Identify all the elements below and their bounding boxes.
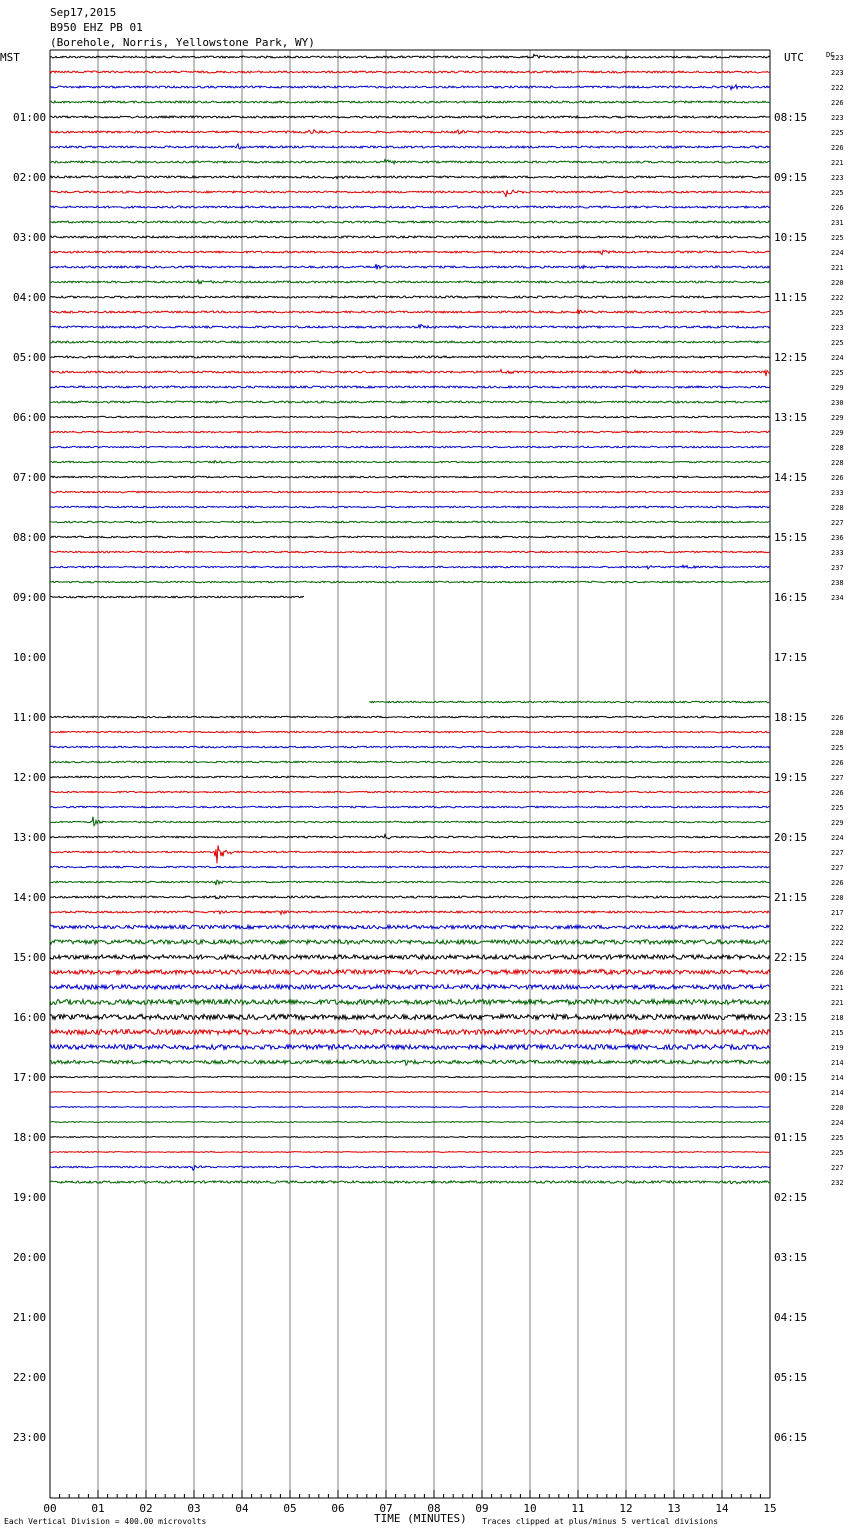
- mst-hour-label: 04:00: [13, 291, 47, 304]
- seismic-trace: [50, 835, 770, 839]
- seismic-trace: [50, 85, 770, 90]
- dc-offset-label: 233: [831, 549, 844, 557]
- dc-offset-label: 217: [831, 909, 844, 917]
- seismic-trace: [50, 1029, 770, 1034]
- seismic-trace: [50, 866, 770, 868]
- seismic-trace: [50, 1076, 770, 1077]
- x-tick-label: 07: [379, 1502, 393, 1515]
- seismic-trace: [50, 250, 770, 254]
- dc-offset-label: 223: [831, 174, 844, 182]
- seismic-trace: [50, 1122, 770, 1123]
- seismic-trace: [50, 1166, 770, 1171]
- utc-hour-label: 16:15: [774, 591, 808, 604]
- chart-date: Sep17,2015: [50, 6, 117, 19]
- mst-hour-label: 19:00: [13, 1191, 47, 1204]
- dc-offset-label: 236: [831, 534, 844, 542]
- dc-offset-label: 221: [831, 159, 844, 167]
- utc-hour-labels: [774, 111, 807, 1444]
- dc-offset-label: 226: [831, 144, 844, 152]
- seismic-trace: [50, 101, 770, 103]
- utc-hour-label: 20:15: [774, 831, 808, 844]
- dc-offset-label: 225: [831, 744, 844, 752]
- dc-offset-label: 221: [831, 999, 844, 1007]
- mst-hour-label: 11:00: [13, 711, 47, 724]
- utc-hour-label: 01:15: [774, 1131, 808, 1144]
- dc-offset-label: 228: [831, 444, 844, 452]
- utc-hour-label: 18:15: [774, 711, 808, 724]
- x-axis-title: TIME (MINUTES): [374, 1512, 467, 1525]
- x-tick-label: 02: [139, 1502, 153, 1515]
- clip-note: Traces clipped at plus/minus 5 vertical divisions: [482, 1517, 719, 1526]
- utc-hour-label: 08:15: [774, 111, 808, 124]
- mst-hour-label: 07:00: [13, 471, 47, 484]
- utc-hour-label: 06:15: [774, 1431, 808, 1444]
- x-tick-label: 12: [619, 1502, 633, 1515]
- seismic-trace: [50, 1014, 770, 1019]
- dc-offset-label: 220: [831, 279, 844, 287]
- dc-offset-label: 223: [831, 69, 844, 77]
- mst-hour-label: 10:00: [13, 651, 47, 664]
- seismic-trace: [50, 476, 770, 478]
- x-tick-label: 11: [571, 1502, 585, 1515]
- seismic-trace: [50, 309, 770, 314]
- utc-hour-label: 12:15: [774, 351, 808, 364]
- seismic-trace: [50, 746, 770, 748]
- dc-offset-label: 229: [831, 429, 844, 437]
- dc-offset-label: 223: [831, 54, 844, 62]
- dc-offset-label: 225: [831, 234, 844, 242]
- x-tick-label: 15: [763, 1502, 777, 1515]
- seismic-trace: [50, 221, 770, 223]
- seismic-trace: [50, 1045, 770, 1050]
- seismic-trace: [50, 791, 770, 793]
- seismic-trace: [50, 491, 770, 493]
- seismic-trace: [50, 817, 770, 826]
- dc-offset-label: 227: [831, 519, 844, 527]
- seismic-trace: [50, 565, 770, 569]
- utc-hour-label: 15:15: [774, 531, 808, 544]
- seismic-trace: [50, 116, 770, 118]
- utc-hour-label: 04:15: [774, 1311, 808, 1324]
- mst-hour-label: 14:00: [13, 891, 47, 904]
- dc-offset-label: 224: [831, 1119, 844, 1127]
- seismic-trace: [50, 911, 770, 915]
- dc-offset-label: 226: [831, 879, 844, 887]
- dc-offset-label: 225: [831, 129, 844, 137]
- seismic-trace: [369, 701, 769, 703]
- seismic-trace: [50, 880, 770, 885]
- seismic-trace: [50, 416, 770, 418]
- seismic-trace: [50, 1107, 770, 1108]
- dc-offset-label: 221: [831, 984, 844, 992]
- utc-hour-label: 14:15: [774, 471, 808, 484]
- mst-hour-label: 09:00: [13, 591, 47, 604]
- seismic-trace: [50, 130, 770, 134]
- seismic-trace: [50, 551, 770, 553]
- x-tick-label: 10: [523, 1502, 537, 1515]
- mst-hour-label: 05:00: [13, 351, 47, 364]
- dc-offset-label: 222: [831, 84, 844, 92]
- seismic-trace: [50, 160, 770, 164]
- dc-offset-label: 226: [831, 99, 844, 107]
- dc-offset-label: 234: [831, 594, 844, 602]
- right-axis-title: UTC: [784, 51, 804, 64]
- dc-offset-label: 222: [831, 924, 844, 932]
- seismic-trace: [50, 401, 770, 403]
- dc-offset-label: 224: [831, 354, 844, 362]
- dc-offset-label: 219: [831, 1044, 844, 1052]
- mst-hour-label: 01:00: [13, 111, 47, 124]
- dc-offset-label: 225: [831, 309, 844, 317]
- seismic-trace: [50, 506, 770, 508]
- dc-offset-labels: [831, 54, 844, 1187]
- x-tick-label: 03: [187, 1502, 201, 1515]
- dc-offset-label: 226: [831, 474, 844, 482]
- mst-hour-label: 03:00: [13, 231, 47, 244]
- seismic-trace: [50, 731, 770, 733]
- utc-hour-label: 17:15: [774, 651, 808, 664]
- seismic-trace: [50, 341, 770, 343]
- dc-offset-label: 231: [831, 219, 844, 227]
- dc-offset-label: 225: [831, 1149, 844, 1157]
- seismic-trace: [50, 446, 770, 448]
- dc-offset-label: 223: [831, 324, 844, 332]
- seismic-trace: [50, 1152, 770, 1153]
- seismic-trace: [50, 386, 770, 388]
- seismic-trace: [50, 581, 770, 583]
- dc-offset-label: 225: [831, 189, 844, 197]
- seismic-trace: [50, 176, 770, 179]
- dc-offset-label: 225: [831, 339, 844, 347]
- seismic-trace: [50, 54, 770, 58]
- mst-hour-label: 23:00: [13, 1431, 47, 1444]
- dc-offset-label: 226: [831, 969, 844, 977]
- seismic-trace: [50, 1137, 770, 1138]
- x-tick-label: 01: [91, 1502, 105, 1515]
- dc-offset-label: 230: [831, 399, 844, 407]
- dc-offset-label: 224: [831, 249, 844, 257]
- station-code: B950 EHZ PB 01: [50, 21, 143, 34]
- mst-hour-label: 20:00: [13, 1251, 47, 1264]
- seismic-trace: [50, 776, 770, 778]
- dc-offset-label: 220: [831, 1104, 844, 1112]
- dc-offset-label: 229: [831, 414, 844, 422]
- dc-offset-label: 237: [831, 564, 844, 572]
- seismic-trace: [50, 144, 770, 149]
- seismic-trace: [50, 521, 770, 523]
- mst-hour-label: 22:00: [13, 1371, 47, 1384]
- dc-offset-label: 218: [831, 1014, 844, 1022]
- dc-offset-label: 226: [831, 204, 844, 212]
- seismic-trace: [50, 431, 770, 433]
- seismic-trace: [50, 716, 770, 718]
- utc-hour-label: 10:15: [774, 231, 808, 244]
- dc-offset-label: 221: [831, 264, 844, 272]
- dc-offset-label: 228: [831, 459, 844, 467]
- x-tick-label: 08: [427, 1502, 441, 1515]
- mst-hour-label: 17:00: [13, 1071, 47, 1084]
- utc-hour-label: 23:15: [774, 1011, 808, 1024]
- dc-offset-label: 224: [831, 954, 844, 962]
- dc-offset-label: 226: [831, 789, 844, 797]
- dc-offset-label: 224: [831, 834, 844, 842]
- mst-hour-label: 15:00: [13, 951, 47, 964]
- seismic-trace: [50, 324, 770, 328]
- dc-offset-label: 227: [831, 864, 844, 872]
- dc-offset-label: 229: [831, 384, 844, 392]
- left-axis-title: MST: [0, 51, 20, 64]
- dc-offset-label: 214: [831, 1074, 844, 1082]
- utc-hour-label: 11:15: [774, 291, 808, 304]
- seismic-trace: [50, 955, 770, 959]
- dc-offset-label: 223: [831, 114, 844, 122]
- dc-offset-label: 225: [831, 804, 844, 812]
- seismic-trace: [50, 1181, 770, 1184]
- utc-hour-label: 21:15: [774, 891, 808, 904]
- dc-column-title: DC: [826, 51, 835, 59]
- seismic-trace: [50, 845, 770, 863]
- scale-note: Each Vertical Division = 400.00 microvolts: [4, 1517, 207, 1526]
- dc-offset-label: 232: [831, 1179, 844, 1187]
- x-tick-label: 06: [331, 1502, 345, 1515]
- utc-hour-label: 09:15: [774, 171, 808, 184]
- dc-offset-label: 222: [831, 939, 844, 947]
- seismic-trace: [50, 264, 770, 269]
- dc-offset-label: 227: [831, 849, 844, 857]
- dc-offset-label: 222: [831, 294, 844, 302]
- dc-offset-label: 228: [831, 729, 844, 737]
- seismic-trace: [50, 190, 770, 197]
- seismic-trace: [50, 461, 770, 464]
- seismic-trace: [50, 940, 770, 944]
- dc-offset-label: 214: [831, 1089, 844, 1097]
- mst-hour-label: 06:00: [13, 411, 47, 424]
- x-tick-label: 04: [235, 1502, 249, 1515]
- station-location: (Borehole, Norris, Yellowstone Park, WY): [50, 36, 315, 49]
- dc-offset-label: 233: [831, 489, 844, 497]
- dc-offset-label: 238: [831, 579, 844, 587]
- utc-hour-label: 02:15: [774, 1191, 808, 1204]
- seismic-trace: [50, 806, 770, 808]
- seismic-trace: [50, 280, 770, 284]
- dc-offset-label: 214: [831, 1059, 844, 1067]
- seismic-trace: [50, 969, 770, 974]
- x-tick-label: 13: [667, 1502, 681, 1515]
- mst-hour-label: 12:00: [13, 771, 47, 784]
- seismic-trace: [50, 1092, 770, 1093]
- dc-offset-label: 215: [831, 1029, 844, 1037]
- x-tick-label: 00: [43, 1502, 57, 1515]
- dc-offset-label: 227: [831, 774, 844, 782]
- dc-offset-label: 220: [831, 894, 844, 902]
- dc-offset-label: 225: [831, 1134, 844, 1142]
- seismic-trace: [50, 206, 770, 208]
- seismic-trace: [50, 999, 770, 1004]
- seismic-trace: [50, 370, 770, 377]
- seismic-trace: [50, 1060, 770, 1065]
- dc-offset-label: 226: [831, 714, 844, 722]
- seismic-trace: [50, 236, 770, 238]
- seismic-trace: [50, 896, 770, 899]
- seismic-trace: [50, 596, 304, 598]
- mst-hour-label: 21:00: [13, 1311, 47, 1324]
- seismic-trace: [50, 985, 770, 989]
- utc-hour-label: 03:15: [774, 1251, 808, 1264]
- seismic-traces: [50, 54, 770, 1183]
- mst-hour-label: 16:00: [13, 1011, 47, 1024]
- dc-offset-label: 226: [831, 759, 844, 767]
- dc-offset-label: 229: [831, 819, 844, 827]
- dc-offset-label: 227: [831, 1164, 844, 1172]
- utc-hour-label: 22:15: [774, 951, 808, 964]
- x-tick-label: 14: [715, 1502, 729, 1515]
- seismic-trace: [50, 761, 770, 763]
- utc-hour-label: 19:15: [774, 771, 808, 784]
- mst-hour-label: 18:00: [13, 1131, 47, 1144]
- mst-hour-label: 02:00: [13, 171, 47, 184]
- seismic-trace: [50, 296, 770, 298]
- dc-offset-label: 225: [831, 369, 844, 377]
- utc-hour-label: 00:15: [774, 1071, 808, 1084]
- seismic-trace: [50, 536, 770, 538]
- dc-offset-label: 228: [831, 504, 844, 512]
- seismic-trace: [50, 925, 770, 929]
- mst-hour-label: 13:00: [13, 831, 47, 844]
- seismic-trace: [50, 356, 770, 358]
- utc-hour-label: 05:15: [774, 1371, 808, 1384]
- x-tick-label: 09: [475, 1502, 489, 1515]
- x-tick-label: 05: [283, 1502, 297, 1515]
- seismic-trace: [50, 71, 770, 73]
- utc-hour-label: 13:15: [774, 411, 808, 424]
- mst-hour-label: 08:00: [13, 531, 47, 544]
- mst-hour-labels: [13, 111, 46, 1444]
